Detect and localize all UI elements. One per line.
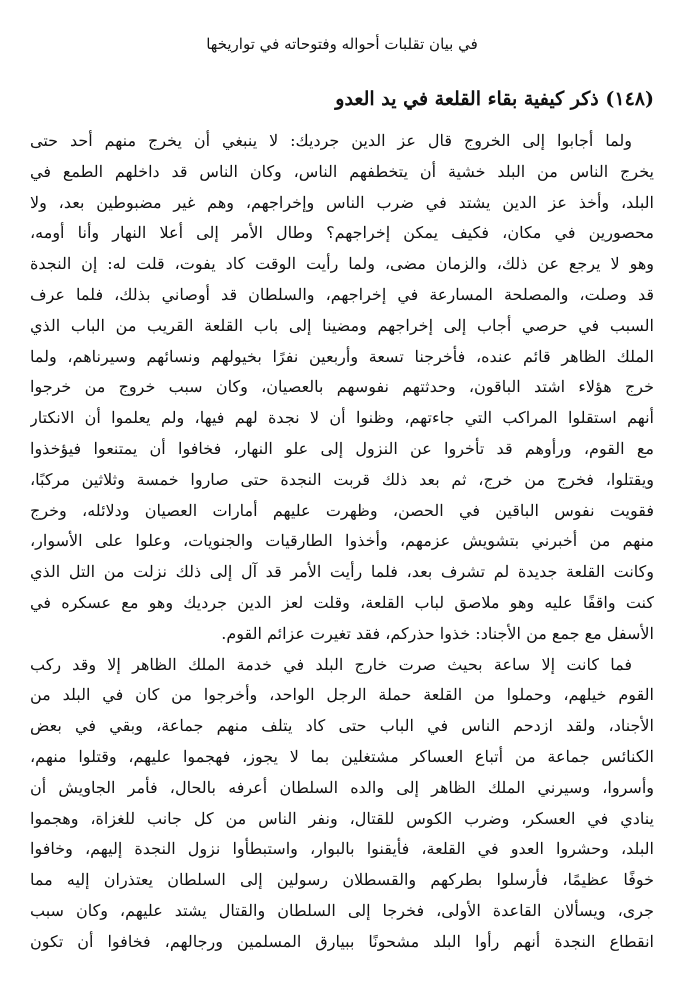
text-line: فقويت نفوس الباقين في الحصن، وظهرت عليهم أمارات العصيان ودلائله، وخرج bbox=[30, 500, 654, 520]
text-line: ويقتلوا، فخرج من خرج، ثم بعد ذلك قربت النجدة حتى صاروا خمسة وثلاثين مركبًا، bbox=[30, 469, 654, 489]
text-line: خرج هؤلاء اشتد الباقون، وحدثتهم نفوسهم بالعصيان، وكان سبب خروج من خرجوا bbox=[30, 377, 654, 397]
text-line: ينادي في العسكر، وضرب الكوس للقتال، ونفر الناس من كل جانب للغزاة، وهجموا bbox=[30, 808, 654, 828]
text-line: البلد، وأخذ عز الدين يشتد في ضرب الناس وإخراجهم، وهم غير مضبوطين بعد، ولا bbox=[30, 192, 654, 212]
text-line: وهو لا يرجع عن ذلك، والزمان مضى، ولما رأيت الوقت كاد يفوت، قلت له: إن النجدة bbox=[30, 254, 654, 274]
text-line: السبب في حرصي أجاب إلى إخراجهم ومضينا إلى باب القلعة القريب من الباب الذي bbox=[30, 315, 654, 335]
text-line: منهم من أخبرني بتشويش عزمهم، وأخذوا الطارقيات والجنويات، وعلوا على الأسوار، bbox=[30, 531, 654, 551]
text-line: انقطاع النجدة أنهم رأوا البلد مشحونًا ببيارق المسلمين ورجالهم، فخافوا أن تكون bbox=[30, 931, 654, 951]
text-line: خوفًا عظيمًا، فأرسلوا بطركهم والقسطلان رسولين إلى السلطان يعتذران إليه مما bbox=[30, 870, 654, 890]
chapter-title: (١٤٨) ذكر كيفية بقاء القلعة في يد العدو bbox=[335, 88, 654, 110]
text-line: ولما أجابوا إلى الخروج قال عز الدين جرديك: لا ينبغي أن يخرج منهم أحد حتى bbox=[30, 131, 632, 150]
text-line: أنهم استقلوا المراكب التي جاءتهم، وظنوا أن لا نجدة لهم فيها، ولم يعلموا أن الانكتار bbox=[30, 408, 654, 428]
text-line: قد وصلت، والمصلحة المسارعة في إخراجهم، والسلطان قد أوصاني بذلك، فلما عرف bbox=[30, 284, 654, 304]
paragraph-2 bbox=[30, 650, 654, 958]
text-line: يخرج الناس من البلد خشية أن يتخطفهم الناس، وكان الناس قد داخلهم الطمع في bbox=[30, 161, 654, 181]
text-line: كنت واقفًا عليه وهو ملاصق لباب القلعة، وقلت لعز الدين جرديك وهو مع عسكره في bbox=[30, 592, 654, 612]
text-line: محصورين في مكان، فكيف يمكن إخراجهم؟ وطال الأمر إلى أعلا النهار وأنا أومه، bbox=[30, 223, 654, 243]
text-line: الملك الظاهر قائم عنده، فأخرجنا تسعة وأربعين نفرًا بخيولهم ونسائهم وسيرناهم، ولما bbox=[30, 346, 654, 366]
body-text bbox=[30, 126, 654, 958]
text-line: وكانت القلعة جديدة لم تشرف بعد، فلما رأيت الأمر قد آل إلى ذلك نزلت من التل الذي bbox=[30, 562, 654, 582]
text-line: القوم خيلهم، وحملوا من القلعة حملة الرجل الواحد، وأخرجوا من كان في البلد من bbox=[30, 685, 654, 705]
text-line: البلد، وحشروا العدو في القلعة، فأيقنوا بالبوار، واستبطأوا نزول النجدة إليهم، وخافوا bbox=[30, 839, 654, 859]
running-head: في بيان تقلبات أحواله وفتوحاته في تواريخها bbox=[206, 35, 478, 53]
text-line: الأجناد، ولقد ازدحم الناس في الباب حتى كاد يتلف منهم جماعة، وبقي في بعض bbox=[30, 716, 654, 736]
text-line: جرى، ويسألان القاعدة الأولى، فخرجا إلى السلطان والقتال يشتد عليهم، وكان سبب bbox=[30, 900, 654, 920]
text-line: وأسروا، وسيرني الملك الظاهر إلى والده السلطان أعرفه بالحال، فأمر الجاويش أن bbox=[30, 777, 654, 797]
text-line: الأسفل مع جمع من الأجناد: خذوا حذركم، فقد تغيرت عزائم القوم. bbox=[221, 623, 654, 643]
text-line: فما كانت إلا ساعة بحيث صرت خارج البلد في خدمة الملك الظاهر إلا وقد ركب bbox=[30, 654, 632, 674]
paragraph-1 bbox=[30, 126, 654, 650]
text-line: مع القوم، ورأوهم قد تأخروا عن النزول إلى علو النهار، فخافوا أن يمتنعوا فيؤخذوا bbox=[30, 438, 654, 458]
text-line: الكنائس جماعة من أتباع العساكر مشتغلين بما لا يجوز، فهجموا عليهم، وقتلوا منهم، bbox=[30, 746, 654, 766]
